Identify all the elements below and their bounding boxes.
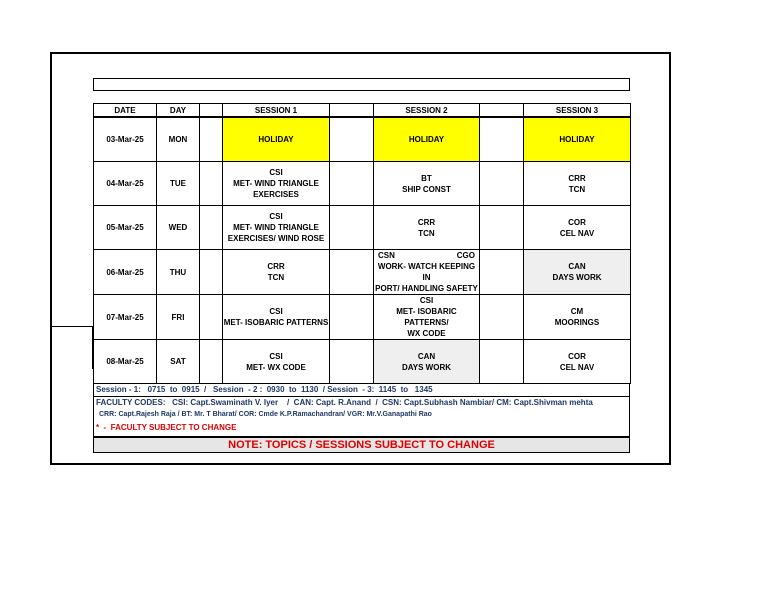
session-1-cell: [223, 295, 330, 340]
side-box: [50, 326, 93, 369]
gap-cell: [330, 340, 374, 384]
session-line: MET- ISOBARIC PATTERNS: [223, 318, 329, 327]
session-timing: Session - 1: 0715 to 0915 / Session - 2 : 0930 to 1130 / Session - 3: 1145 to 1345: [93, 383, 630, 397]
gap-cell: [330, 250, 374, 295]
day-cell: TUE: [157, 162, 200, 206]
session-line: HOLIDAY: [258, 135, 294, 144]
session-1-cell: [223, 162, 330, 206]
faculty-line-2: CRR: Capt.Rajesh Raja / BT: Mr. T Bharat/ COR: Cmde K.P.Ramachandran/ VGR: Mr.V.Ganapathi Rao: [99, 411, 432, 418]
session-line: DAYS WORK: [401, 362, 452, 372]
spacer-cell: [200, 162, 223, 206]
session-line: WX CODE: [407, 329, 446, 338]
header-gap-2: [480, 104, 524, 118]
session-line: CRR: [568, 173, 586, 183]
session-line: CM: [570, 307, 584, 316]
session-1-cell: [223, 340, 330, 384]
spacer-cell: [200, 117, 223, 162]
session-line: TCN: [267, 273, 285, 282]
faculty-codes: [93, 397, 630, 437]
session-line: CSI: [269, 307, 283, 316]
faculty-line-3: * - FACULTY SUBJECT TO CHANGE: [96, 423, 237, 432]
header-session-2: SESSION 2: [374, 104, 480, 118]
schedule-table: [93, 103, 631, 384]
gap-cell: [480, 295, 524, 340]
faculty-line-1: FACULTY CODES: CSI: Capt.Swaminath V. Iyer / CAN: Capt. R.Anand / CSN: Capt.Subhash Nambiar/ CM: Capt.Shivman mehta: [96, 398, 593, 407]
session-line: DAYS WORK: [552, 273, 602, 282]
date-cell: 06-Mar-25: [94, 250, 157, 295]
session-line: COR: [568, 351, 586, 361]
session-line: CSI: [269, 168, 283, 177]
session-line: MET- WX CODE: [246, 362, 306, 372]
session-line: CSI: [269, 212, 283, 221]
table-row: [94, 250, 631, 295]
session-line: EXERCISES/ WIND ROSE: [227, 234, 325, 243]
table-row: [94, 206, 631, 250]
session-line: COR: [568, 217, 586, 227]
session-3-cell: [524, 117, 631, 162]
session-2-cell: [374, 206, 480, 250]
note-banner: NOTE: TOPICS / SESSIONS SUBJECT TO CHANGE: [93, 437, 630, 453]
header-session-3: SESSION 3: [524, 104, 631, 118]
gap-cell: [330, 162, 374, 206]
session-line: MET- WIND TRIANGLE: [233, 223, 319, 232]
gap-cell: [330, 295, 374, 340]
gap-cell: [480, 117, 524, 162]
session-code: CGO: [456, 251, 475, 260]
session-2-cell: [374, 162, 480, 206]
header-spacer: [200, 104, 223, 118]
date-cell: 04-Mar-25: [94, 162, 157, 206]
spacer-cell: [200, 206, 223, 250]
day-cell: WED: [157, 206, 200, 250]
session-line: EXERCISES: [253, 190, 299, 199]
session-2-cell: [374, 295, 480, 340]
session-line: CRR: [417, 217, 436, 227]
day-cell: MON: [157, 117, 200, 162]
session-line: CRR: [267, 262, 285, 271]
session-line: BT: [421, 173, 432, 183]
session-2-cell: [374, 250, 480, 295]
header-date: DATE: [94, 104, 157, 118]
spacer-cell: [200, 250, 223, 295]
day-cell: SAT: [157, 340, 200, 384]
session-1-cell: [223, 250, 330, 295]
gap-cell: [480, 340, 524, 384]
header-gap-1: [330, 104, 374, 118]
date-cell: 07-Mar-25: [94, 295, 157, 340]
date-cell: 05-Mar-25: [94, 206, 157, 250]
session-3-cell: [524, 206, 631, 250]
session-1-cell: [223, 206, 330, 250]
session-code: CSN: [378, 251, 395, 260]
session-line: CEL NAV: [559, 362, 595, 372]
session-line: SHIP CONST: [402, 184, 451, 194]
spacer-cell: [200, 295, 223, 340]
session-line: WORK- WATCH KEEPING IN: [377, 262, 476, 282]
session-line: CSI: [419, 296, 434, 305]
date-cell: 08-Mar-25: [94, 340, 157, 384]
session-2-cell: [374, 117, 480, 162]
session-line: CAN: [568, 262, 586, 271]
session-3-cell: [524, 250, 631, 295]
table-row: [94, 340, 631, 384]
session-line: CEL NAV: [559, 228, 595, 238]
session-line: TCN: [418, 228, 435, 238]
table-row: [94, 295, 631, 340]
title-bar: [93, 78, 630, 91]
session-line: MET- WIND TRIANGLE: [233, 179, 319, 188]
header-session-1: SESSION 1: [223, 104, 330, 118]
date-cell: 03-Mar-25: [94, 117, 157, 162]
gap-cell: [330, 206, 374, 250]
session-3-cell: [524, 340, 631, 384]
gap-cell: [480, 206, 524, 250]
session-line: PORT/ HANDLING SAFETY: [375, 284, 478, 293]
gap-cell: [480, 162, 524, 206]
spacer-cell: [200, 340, 223, 384]
day-cell: THU: [157, 250, 200, 295]
session-line: MOORINGS: [554, 318, 600, 327]
day-cell: FRI: [157, 295, 200, 340]
session-3-cell: [524, 162, 631, 206]
session-line: CAN: [417, 351, 436, 361]
session-line: TCN: [568, 184, 586, 194]
session-1-cell: [223, 117, 330, 162]
session-split-codes: [374, 250, 479, 261]
session-3-cell: [524, 295, 631, 340]
session-line: CSI: [269, 351, 283, 361]
table-row: [94, 117, 631, 162]
gap-cell: [330, 117, 374, 162]
session-line: HOLIDAY: [559, 135, 595, 144]
table-row: [94, 162, 631, 206]
header-row: [94, 104, 631, 118]
header-day: DAY: [157, 104, 200, 118]
gap-cell: [480, 250, 524, 295]
session-2-cell: [374, 340, 480, 384]
session-line: HOLIDAY: [408, 135, 445, 144]
session-line: MET- ISOBARIC PATTERNS/: [396, 307, 457, 327]
